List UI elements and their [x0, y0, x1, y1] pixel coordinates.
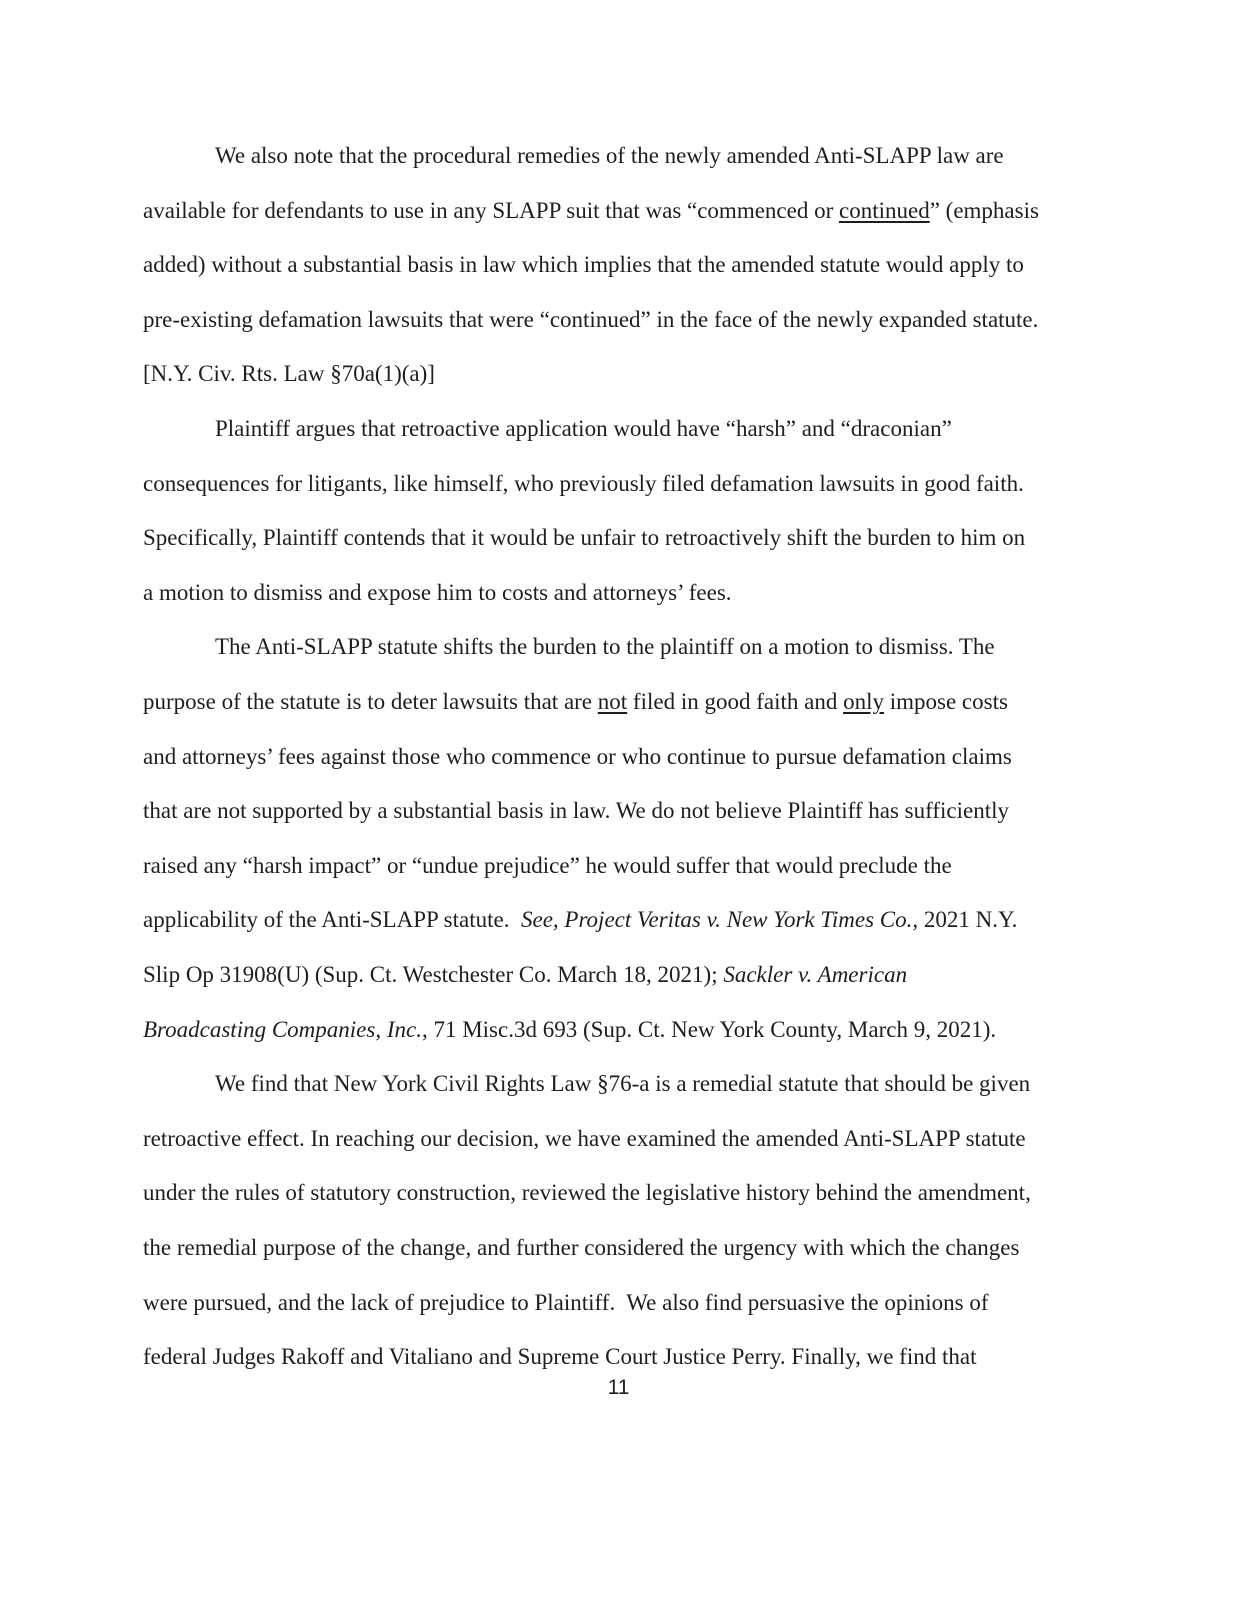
text-segment: available for defendants to use in any SLAPP suit that was “commenced or [143, 197, 839, 223]
text-line [143, 682, 1008, 722]
text-segment: that are not supported by a substantial basis in law. We do not believe Plaintiff has sufficiently [143, 798, 1010, 824]
text-segment: Slip Op 31908(U) (Sup. Ct. Westchester Co. March 18, 2021); [143, 962, 724, 987]
text-segment: pre-existing defamation lawsuits that were “continued” in the face of the newly expanded statute. [143, 306, 1039, 332]
text-line [143, 300, 1038, 340]
text-segment: Plaintiff argues that retroactive application would have “harsh” and “draconian” [215, 416, 952, 441]
text-line [143, 955, 907, 995]
text-segment: We also note that the procedural remedies of the newly amended Anti-SLAPP law are [215, 143, 1004, 168]
text-segment: applicability of the Anti-SLAPP statute. [143, 907, 521, 933]
text-segment: We find that New York Civil Rights Law §76-a is a remedial statute that should be given [215, 1071, 1031, 1097]
text-line [215, 627, 995, 667]
emphasis-text: only [843, 689, 884, 714]
text-line [215, 136, 1004, 176]
text-line [143, 1337, 976, 1377]
text-line [143, 354, 435, 394]
text-segment: and attorneys’ fees against those who commence or who continue to pursue defamation claims [143, 743, 1012, 769]
text-line [215, 1064, 1030, 1104]
text-segment: purpose of the statute is to deter lawsuits that are [143, 689, 598, 714]
text-line [143, 737, 1012, 777]
text-segment: a motion to dismiss and expose him to costs and attorneys’ fees. [143, 579, 732, 605]
text-line [143, 518, 1025, 558]
text-segment: , 2021 N.Y. [912, 907, 1018, 933]
case-citation: See, Project Veritas v. New York Times Co. [520, 907, 913, 933]
text-segment: ” (emphasis [929, 197, 1039, 223]
text-segment: retroactive effect. In reaching our decision, we have examined the amended Anti-SLAPP statute [143, 1125, 1026, 1151]
text-segment: consequences for litigants, like himself, who previously filed defamation lawsuits in good faith. [143, 470, 1024, 496]
text-segment: filed in good faith and [627, 689, 844, 714]
emphasis-text: continued [839, 197, 930, 223]
text-line [143, 1119, 1026, 1159]
text-line [215, 409, 952, 449]
text-line [143, 791, 1009, 831]
emphasis-text: not [597, 689, 628, 714]
text-line [143, 464, 1024, 504]
text-segment: [N.Y. Civ. Rts. Law §70a(1)(a)] [143, 361, 435, 387]
case-citation: Sackler v. American [723, 962, 908, 987]
text-line [143, 1283, 989, 1323]
text-line [143, 245, 1024, 285]
text-line [143, 573, 732, 613]
text-line [143, 1010, 996, 1050]
text-segment: raised any “harsh impact” or “undue prejudice” he would suffer that would preclude the [143, 852, 952, 878]
page-number: 11 [607, 1376, 630, 1399]
case-citation: Broadcasting Companies, Inc. [143, 1016, 422, 1042]
text-segment: impose costs [883, 689, 1008, 714]
text-segment: added) without a substantial basis in law which implies that the amended statute would apply to [143, 252, 1024, 278]
text-segment: The Anti-SLAPP statute shifts the burden to the plaintiff on a motion to dismiss. The [215, 634, 995, 660]
text-segment: , 71 Misc.3d 693 (Sup. Ct. New York County, March 9, 2021). [421, 1016, 997, 1042]
text-line [143, 191, 1039, 231]
text-segment: were pursued, and the lack of prejudice to Plaintiff. We also find persuasive the opinions of [143, 1289, 989, 1315]
text-line [143, 900, 1017, 940]
text-line [143, 846, 952, 886]
text-line [143, 1228, 1019, 1268]
text-segment: federal Judges Rakoff and Vitaliano and Supreme Court Justice Perry. Finally, we find that [143, 1344, 977, 1370]
text-line [143, 1173, 1031, 1213]
text-segment: the remedial purpose of the change, and further considered the urgency with which the changes [143, 1235, 1020, 1260]
text-segment: Specifically, Plaintiff contends that it would be unfair to retroactively shift the burden to him on [143, 525, 1026, 551]
text-segment: under the rules of statutory construction, reviewed the legislative history behind the amendment, [143, 1180, 1031, 1206]
